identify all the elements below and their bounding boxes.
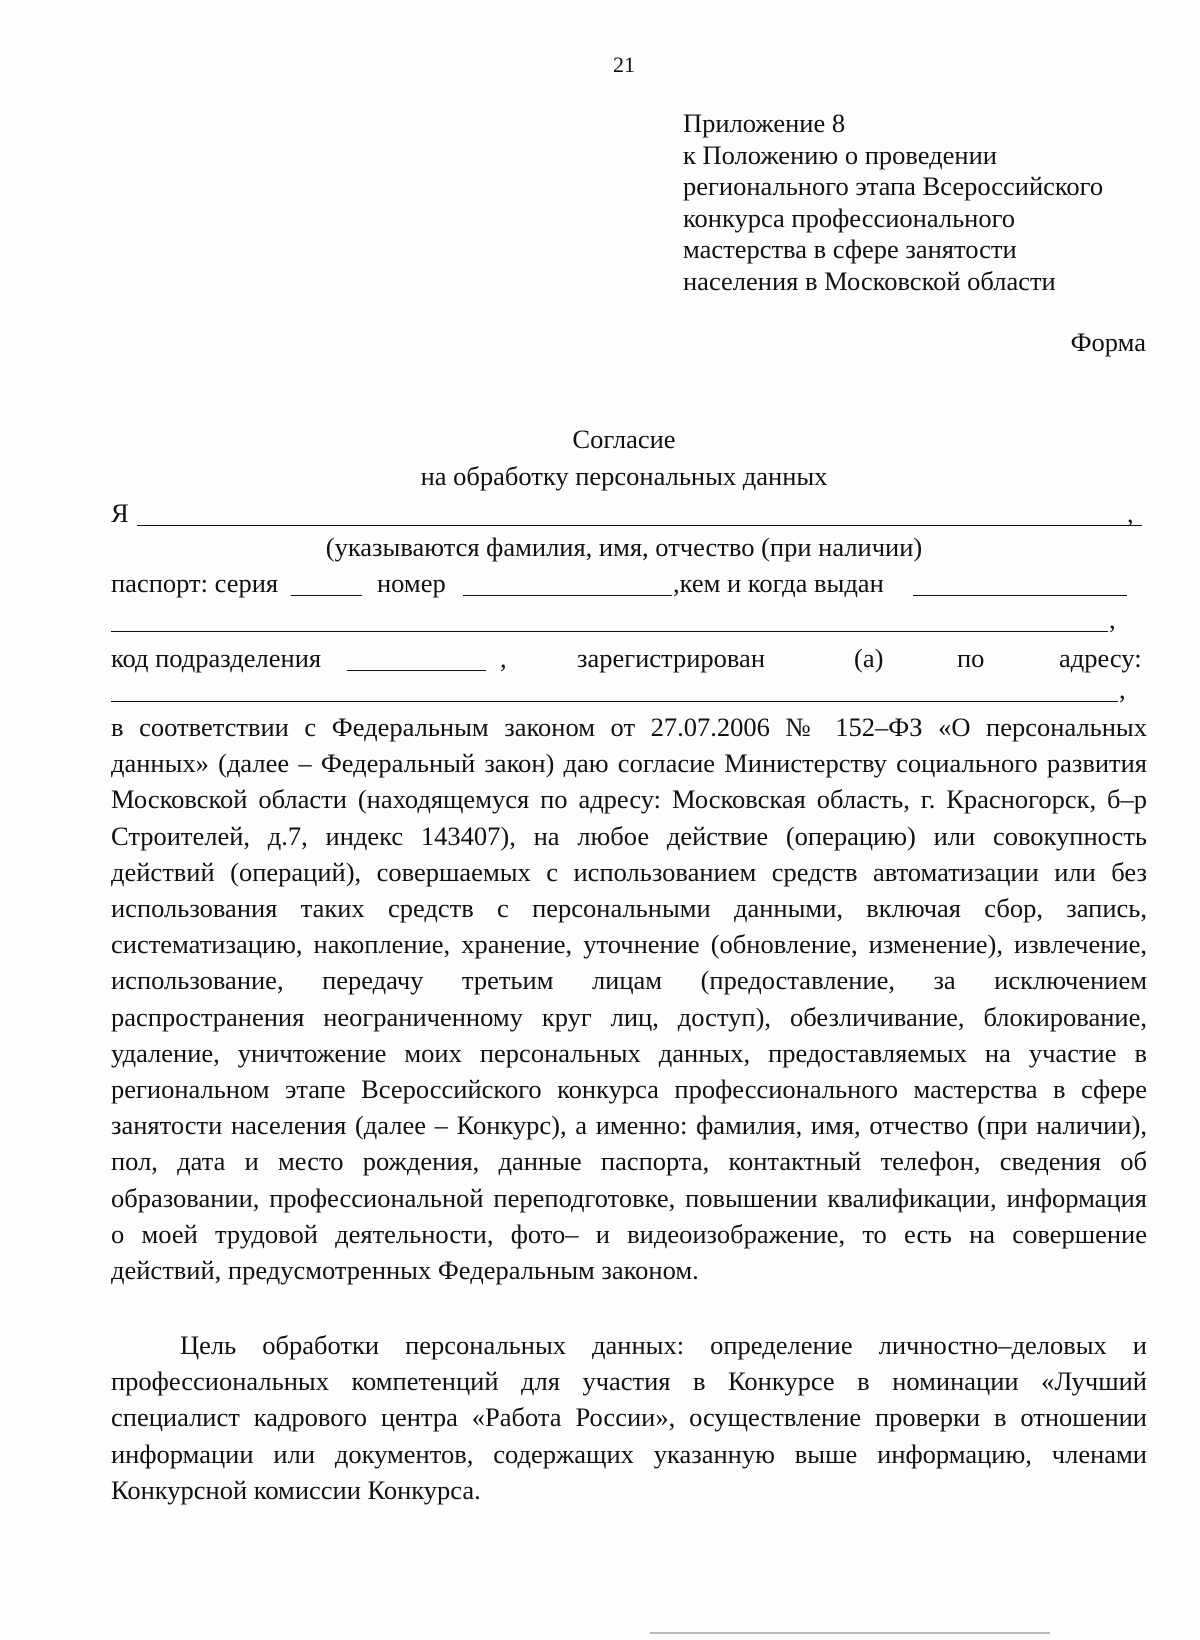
full-name-field[interactable] — [137, 525, 1142, 526]
division-code-label: код подразделения — [111, 643, 322, 673]
passport-issued-continuation-row — [111, 604, 1143, 640]
appendix-header — [683, 108, 1153, 297]
division-code-row — [111, 643, 1143, 679]
passport-row — [111, 568, 1143, 604]
name-row — [111, 498, 1143, 534]
passport-series-label: паспорт: серия — [111, 568, 279, 598]
comma: , — [1127, 498, 1134, 528]
passport-issued-label: ,кем и когда выдан — [673, 568, 884, 598]
comma: , — [500, 643, 507, 673]
passport-number-field[interactable] — [463, 595, 672, 596]
appendix-line: Приложение 8 — [683, 108, 846, 138]
appendix-line: регионального этапа Всероссийского — [683, 171, 1104, 201]
appendix-line: к Положению о проведении — [683, 139, 997, 170]
purpose-paragraph: Цель обработки персональных данных: определение личностно–деловых и профессиональных компетенций для участия в Конкурсе в номинации «Лучший специалист кадрового центра «Работа России», осуществление проверки в отношении информации или документов, содержащих указанную выше информацию, членами Конкурсной комиссии Конкурса. — [111, 1330, 1147, 1505]
comma: , — [1119, 674, 1126, 704]
po-label: по — [957, 643, 985, 673]
name-hint: (указываются фамилия, имя, отчество (при наличии) — [325, 532, 923, 562]
appendix-line: конкурса профессионального — [683, 202, 1016, 233]
passport-issued-continuation-field[interactable] — [111, 631, 1108, 632]
passport-series-field[interactable] — [291, 595, 362, 596]
registered-label: зарегистрирован — [577, 643, 765, 673]
passport-issued-field[interactable] — [913, 595, 1127, 596]
passport-number-label: номер — [377, 568, 446, 598]
document-title: Согласие — [572, 424, 676, 454]
scan-edge-divider — [650, 1632, 1050, 1634]
division-code-field[interactable] — [347, 670, 486, 671]
appendix-line: населения в Московской области — [683, 265, 1056, 296]
registered-a-label: (а) — [854, 643, 884, 673]
address-label: адресу: — [1059, 643, 1142, 673]
document-subtitle: на обработку персональных данных — [420, 461, 828, 491]
consent-paragraph: в соответствии с Федеральным законом от 27.07.2006 № 152–ФЗ «О персональных данных» (далее – Федеральный закон) даю согласие Министерству социального развития Московской области (находящемуся по адресу: Московская область, г. Красногорск, б–р Строителей, д.7, индекс 143407), на любое действие (операцию) или совокупность действий (операций), совершаемых с использованием средств автоматизации или без использования таких средств с персональными данными, включая сбор, запись, систематизацию, накопление, хранение, уточнение (обновление, изменение), извлечение, использование, передачу третьим лицам (предоставление, за исключением распространения неограниченному круг лиц, доступ), обезличивание, блокирование, удаление, уничтожение моих персональных данных, предоставляемых на участие в региональном этапе Всероссийского конкурса профессионального мастерства в сфере занятости населения (далее – Конкурс), а именно: фамилия, имя, отчество (при наличии), пол, дата и место рождения, данные паспорта, контактный телефон, сведения об образовании, профессиональной переподготовке, повышении квалификации, информация о моей трудовой деятельности, фото– и видеоизображение, то есть на совершение действий, предусмотренных Федеральным законом. — [111, 712, 1147, 1286]
comma: , — [1109, 604, 1116, 634]
i-label: Я — [111, 498, 129, 528]
page-number: 21 — [613, 52, 635, 77]
form-label: Форма — [1070, 327, 1146, 357]
address-field[interactable] — [111, 701, 1118, 702]
appendix-line: мастерства в сфере занятости — [683, 234, 1017, 264]
